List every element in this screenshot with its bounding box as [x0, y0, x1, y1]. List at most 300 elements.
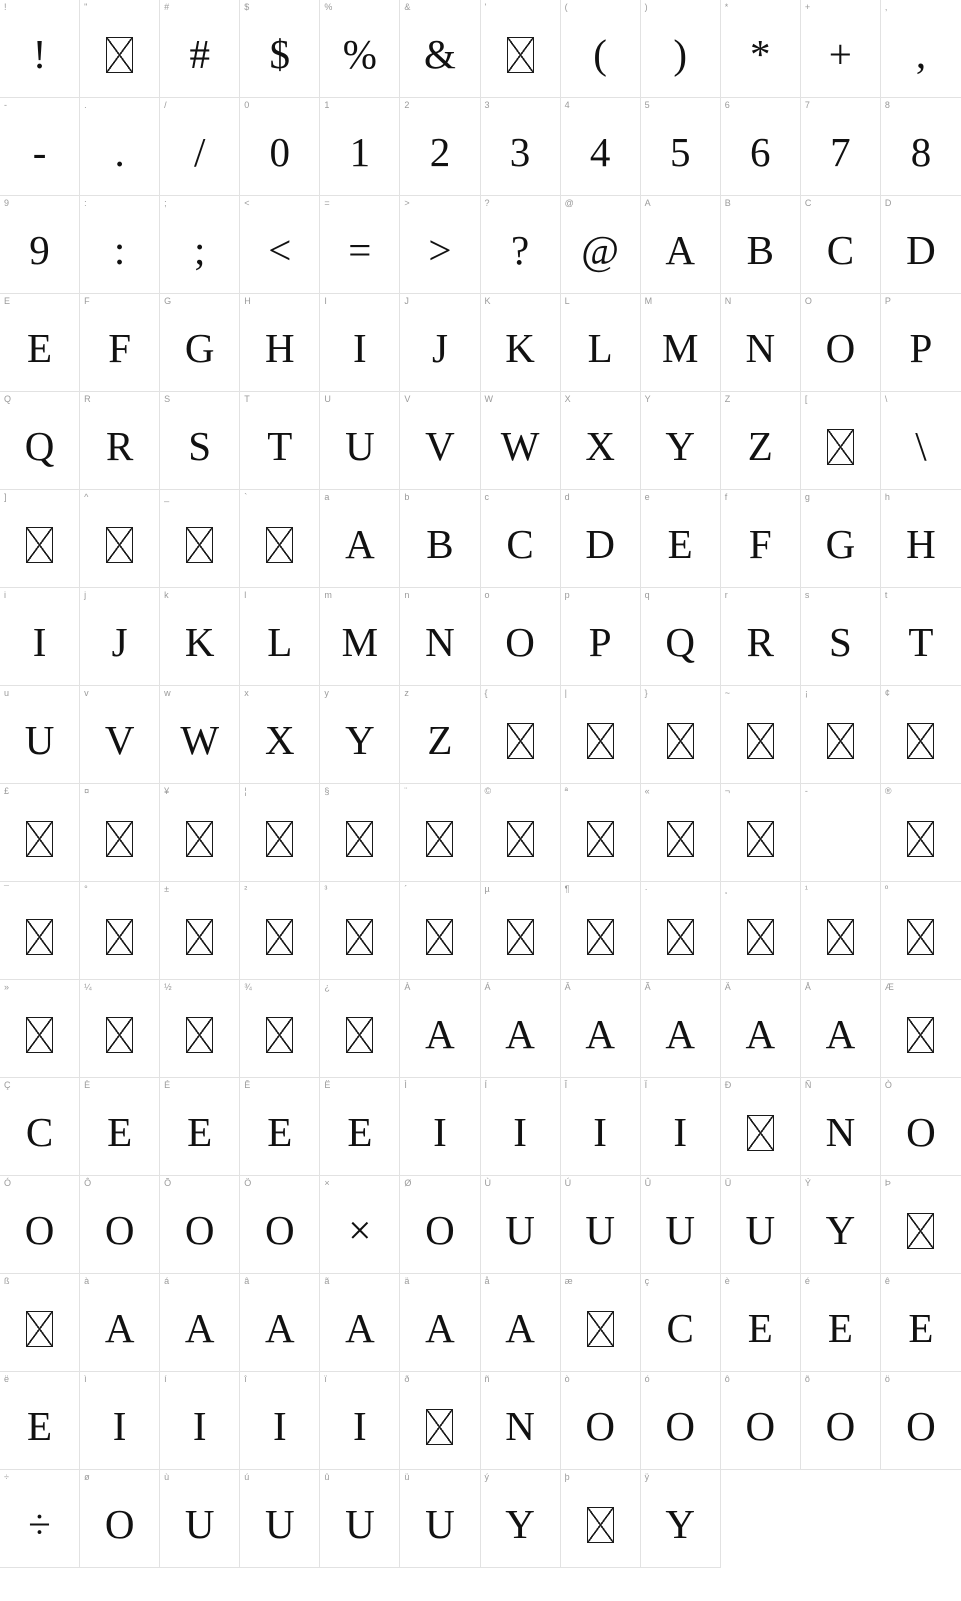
glyph-sample: 9 — [29, 227, 50, 273]
glyph-sample: I — [272, 1403, 287, 1449]
glyph-cell[interactable] — [400, 98, 480, 196]
glyph-cell[interactable] — [240, 1372, 320, 1470]
glyph-cell[interactable] — [400, 1274, 480, 1372]
glyph-code-label: X — [564, 394, 571, 404]
glyph-cell[interactable] — [881, 980, 961, 1078]
glyph-cell[interactable] — [481, 686, 561, 784]
glyph-sample: U — [184, 1501, 215, 1547]
glyph-code-label: í — [164, 1374, 167, 1384]
glyph-cell[interactable] — [721, 588, 801, 686]
glyph-sample: S — [828, 619, 852, 665]
glyph-cell[interactable] — [721, 98, 801, 196]
glyph-cell[interactable] — [881, 686, 961, 784]
glyph-cell[interactable] — [320, 1274, 400, 1372]
glyph-cell[interactable] — [481, 392, 561, 490]
glyph-cell[interactable] — [320, 686, 400, 784]
glyph-cell[interactable] — [481, 0, 561, 98]
glyph-sample: R — [105, 423, 134, 469]
glyph-code-label: î — [244, 1374, 247, 1384]
glyph-cell[interactable] — [400, 1078, 480, 1176]
glyph-code-label: & — [404, 2, 411, 12]
glyph-code-label: Ü — [724, 1178, 732, 1188]
glyph-code-label: ¥ — [164, 786, 170, 796]
glyph-cell[interactable] — [641, 1274, 721, 1372]
glyph-cell[interactable] — [0, 1470, 80, 1568]
glyph-cell[interactable] — [400, 784, 480, 882]
glyph-sample: O — [585, 1403, 615, 1449]
glyph-cell[interactable] — [561, 588, 641, 686]
notdef-box-icon — [721, 686, 800, 783]
glyph-cell[interactable] — [80, 882, 160, 980]
glyph-cell[interactable] — [160, 1274, 240, 1372]
glyph-cell[interactable] — [481, 196, 561, 294]
glyph-code-label: Ò — [884, 1080, 892, 1090]
glyph-cell[interactable] — [80, 0, 160, 98]
glyph-code-label: T — [244, 394, 250, 404]
glyph-cell[interactable] — [80, 980, 160, 1078]
glyph-sample: A — [264, 1305, 295, 1351]
glyph-cell[interactable] — [0, 196, 80, 294]
glyph-sample: 7 — [830, 129, 851, 175]
glyph-cell[interactable] — [160, 196, 240, 294]
glyph-cell[interactable] — [881, 1372, 961, 1470]
glyph-cell[interactable] — [160, 686, 240, 784]
glyph-cell[interactable] — [641, 1078, 721, 1176]
glyph-cell[interactable] — [561, 980, 641, 1078]
glyph-code-label: - — [804, 786, 808, 796]
glyph-cell[interactable] — [721, 1078, 801, 1176]
glyph-cell[interactable] — [400, 196, 480, 294]
glyph-sample: A — [825, 1011, 856, 1057]
glyph-cell[interactable] — [400, 1372, 480, 1470]
glyph-cell[interactable] — [240, 686, 320, 784]
glyph-cell[interactable] — [240, 0, 320, 98]
glyph-code-label: ½ — [164, 982, 172, 992]
glyph-cell[interactable] — [641, 1372, 721, 1470]
glyph-cell[interactable] — [721, 882, 801, 980]
glyph-code-label: O — [804, 296, 812, 306]
glyph-cell[interactable] — [641, 98, 721, 196]
glyph-code-label: Õ — [164, 1178, 172, 1188]
glyph-cell[interactable] — [881, 196, 961, 294]
glyph-cell[interactable] — [481, 980, 561, 1078]
glyph-cell[interactable] — [160, 1470, 240, 1568]
glyph-cell[interactable] — [80, 588, 160, 686]
glyph-cell[interactable] — [320, 0, 400, 98]
glyph-cell[interactable] — [240, 1274, 320, 1372]
glyph-cell[interactable] — [240, 1470, 320, 1568]
glyph-cell[interactable] — [80, 686, 160, 784]
glyph-cell[interactable] — [881, 784, 961, 882]
glyph-cell[interactable] — [320, 1078, 400, 1176]
glyph-cell[interactable] — [160, 1372, 240, 1470]
glyph-cell[interactable] — [160, 294, 240, 392]
glyph-sample: Y — [665, 1501, 695, 1547]
glyph-cell[interactable] — [240, 784, 320, 882]
glyph-code-label: Y — [644, 394, 651, 404]
glyph-cell[interactable] — [80, 294, 160, 392]
glyph-cell[interactable] — [400, 392, 480, 490]
glyph-cell[interactable] — [160, 588, 240, 686]
notdef-box-icon — [801, 686, 880, 783]
glyph-code-label: 7 — [804, 100, 810, 110]
glyph-cell[interactable] — [400, 1470, 480, 1568]
glyph-code-label: ß — [4, 1276, 10, 1286]
glyph-cell[interactable] — [481, 882, 561, 980]
glyph-cell[interactable] — [320, 1372, 400, 1470]
glyph-code-label: Ê — [244, 1080, 251, 1090]
glyph-cell[interactable] — [721, 0, 801, 98]
glyph-code-label: A — [644, 198, 651, 208]
glyph-code-label: Á — [484, 982, 491, 992]
glyph-code-label: ¯ — [4, 884, 9, 894]
glyph-cell[interactable] — [561, 686, 641, 784]
glyph-cell[interactable] — [240, 196, 320, 294]
glyph-cell[interactable] — [481, 1274, 561, 1372]
glyph-cell[interactable] — [0, 98, 80, 196]
glyph-cell[interactable] — [881, 1274, 961, 1372]
glyph-cell[interactable] — [721, 1372, 801, 1470]
glyph-sample: U — [345, 1501, 375, 1547]
glyph-cell[interactable] — [80, 1176, 160, 1274]
glyph-code-label: 9 — [4, 198, 10, 208]
glyph-cell[interactable] — [641, 980, 721, 1078]
glyph-cell[interactable] — [721, 1274, 801, 1372]
notdef-box-icon — [641, 784, 720, 881]
glyph-code-label: Â — [564, 982, 571, 992]
glyph-cell[interactable] — [561, 1470, 641, 1568]
glyph-cell[interactable] — [80, 1274, 160, 1372]
glyph-sample: N — [825, 1109, 856, 1155]
glyph-sample: V — [104, 717, 135, 763]
notdef-box-icon — [881, 686, 961, 783]
glyph-cell[interactable] — [481, 784, 561, 882]
glyph-cell[interactable] — [721, 392, 801, 490]
glyph-cell[interactable] — [320, 882, 400, 980]
glyph-code-label: Ó — [4, 1178, 12, 1188]
glyph-cell[interactable] — [801, 784, 881, 882]
glyph-cell[interactable] — [561, 1274, 641, 1372]
glyph-cell[interactable] — [400, 1176, 480, 1274]
notdef-box-icon — [160, 490, 239, 587]
glyph-cell[interactable] — [320, 392, 400, 490]
glyph-cell[interactable] — [641, 294, 721, 392]
glyph-sample: ? — [510, 227, 530, 273]
glyph-code-label: + — [804, 2, 811, 12]
glyph-code-label: 4 — [564, 100, 570, 110]
glyph-sample: O — [425, 1207, 455, 1253]
glyph-cell[interactable] — [641, 882, 721, 980]
glyph-cell[interactable] — [160, 0, 240, 98]
glyph-sample: Y — [825, 1207, 856, 1253]
glyph-code-label: B — [724, 198, 731, 208]
glyph-cell[interactable] — [160, 392, 240, 490]
glyph-cell[interactable] — [240, 1176, 320, 1274]
glyph-sample: A — [184, 1305, 215, 1351]
glyph-cell[interactable] — [481, 98, 561, 196]
glyph-cell[interactable] — [320, 980, 400, 1078]
notdef-box-icon — [0, 1274, 79, 1371]
glyph-code-label: ` — [244, 492, 248, 502]
glyph-sample: A — [425, 1011, 455, 1057]
notdef-box-icon — [0, 980, 79, 1077]
glyph-cell[interactable] — [561, 294, 641, 392]
glyph-code-label: ä — [404, 1276, 410, 1286]
glyph-code-label: 5 — [644, 100, 650, 110]
glyph-code-label: x — [244, 688, 249, 698]
glyph-sample: - — [32, 129, 47, 175]
glyph-cell[interactable] — [801, 0, 881, 98]
glyph-sample: X — [264, 717, 295, 763]
glyph-cell[interactable] — [0, 980, 80, 1078]
glyph-code-label: ë — [4, 1374, 10, 1384]
glyph-code-label: ê — [884, 1276, 890, 1286]
glyph-cell[interactable] — [320, 588, 400, 686]
glyph-cell[interactable] — [801, 1274, 881, 1372]
glyph-cell[interactable] — [881, 1176, 961, 1274]
glyph-cell[interactable] — [481, 490, 561, 588]
glyph-cell[interactable] — [0, 1372, 80, 1470]
glyph-cell[interactable] — [801, 294, 881, 392]
glyph-cell[interactable] — [240, 98, 320, 196]
glyph-cell[interactable] — [801, 882, 881, 980]
glyph-code-label: ¬ — [724, 786, 731, 796]
glyph-cell[interactable] — [801, 1176, 881, 1274]
glyph-cell[interactable] — [801, 196, 881, 294]
notdef-box-icon — [561, 882, 640, 979]
glyph-sample: M — [341, 619, 379, 665]
glyph-sample: E — [107, 1109, 133, 1155]
glyph-cell[interactable] — [240, 882, 320, 980]
glyph-sample: H — [264, 325, 295, 371]
glyph-cell[interactable] — [481, 1078, 561, 1176]
glyph-cell[interactable] — [160, 882, 240, 980]
glyph-cell[interactable] — [881, 490, 961, 588]
glyph-cell[interactable] — [801, 490, 881, 588]
glyph-cell[interactable] — [801, 1372, 881, 1470]
glyph-cell[interactable] — [400, 490, 480, 588]
glyph-code-label: ÿ — [644, 1472, 650, 1482]
notdef-box-icon — [80, 882, 159, 979]
glyph-cell[interactable] — [881, 882, 961, 980]
glyph-cell[interactable] — [0, 588, 80, 686]
glyph-cell[interactable] — [320, 98, 400, 196]
glyph-cell[interactable] — [641, 588, 721, 686]
glyph-cell[interactable] — [80, 1372, 160, 1470]
glyph-sample: ! — [32, 31, 47, 77]
glyph-cell[interactable] — [400, 0, 480, 98]
glyph-cell[interactable] — [0, 882, 80, 980]
glyph-cell[interactable] — [80, 392, 160, 490]
glyph-cell[interactable] — [481, 294, 561, 392]
glyph-cell[interactable] — [80, 1078, 160, 1176]
glyph-code-label: æ — [564, 1276, 573, 1286]
glyph-cell[interactable] — [80, 784, 160, 882]
glyph-cell[interactable] — [881, 588, 961, 686]
glyph-cell[interactable] — [721, 686, 801, 784]
glyph-sample: Q — [665, 619, 695, 665]
glyph-sample: O — [505, 619, 535, 665]
glyph-code-label: å — [484, 1276, 490, 1286]
glyph-cell[interactable] — [80, 1470, 160, 1568]
glyph-cell[interactable] — [400, 686, 480, 784]
glyph-sample: A — [345, 521, 375, 567]
glyph-cell[interactable] — [641, 1176, 721, 1274]
glyph-cell[interactable] — [80, 98, 160, 196]
glyph-cell[interactable] — [721, 980, 801, 1078]
glyph-sample: A — [505, 1305, 535, 1351]
glyph-cell[interactable] — [561, 392, 641, 490]
glyph-cell[interactable] — [240, 588, 320, 686]
glyph-code-label: ø — [84, 1472, 90, 1482]
glyph-cell[interactable] — [481, 1470, 561, 1568]
glyph-code-label: * — [724, 2, 729, 12]
glyph-cell[interactable] — [561, 0, 641, 98]
glyph-cell[interactable] — [641, 490, 721, 588]
glyph-cell[interactable] — [160, 1078, 240, 1176]
glyph-cell[interactable] — [801, 98, 881, 196]
glyph-cell[interactable] — [320, 1176, 400, 1274]
glyph-cell[interactable] — [80, 490, 160, 588]
glyph-sample: O — [104, 1207, 135, 1253]
glyph-cell[interactable] — [801, 686, 881, 784]
glyph-code-label: k — [164, 590, 169, 600]
glyph-cell[interactable] — [481, 1176, 561, 1274]
glyph-cell[interactable] — [320, 784, 400, 882]
glyph-cell[interactable] — [641, 0, 721, 98]
glyph-cell[interactable] — [801, 588, 881, 686]
glyph-cell[interactable] — [641, 784, 721, 882]
glyph-cell[interactable] — [160, 490, 240, 588]
glyph-cell[interactable] — [721, 196, 801, 294]
glyph-sample: O — [184, 1207, 215, 1253]
glyph-sample: C — [25, 1109, 54, 1155]
glyph-cell[interactable] — [801, 980, 881, 1078]
glyph-cell[interactable] — [0, 294, 80, 392]
glyph-cell[interactable] — [721, 294, 801, 392]
glyph-sample: < — [268, 227, 292, 273]
glyph-cell[interactable] — [400, 588, 480, 686]
glyph-cell[interactable] — [561, 196, 641, 294]
glyph-cell[interactable] — [240, 490, 320, 588]
glyph-cell[interactable] — [641, 392, 721, 490]
glyph-cell[interactable] — [481, 588, 561, 686]
glyph-cell[interactable] — [0, 1274, 80, 1372]
glyph-cell[interactable] — [320, 490, 400, 588]
glyph-cell[interactable] — [240, 294, 320, 392]
glyph-code-label: [ — [804, 394, 808, 404]
glyph-code-label: Ã — [644, 982, 651, 992]
glyph-sample: A — [665, 1011, 695, 1057]
notdef-box-icon — [801, 392, 880, 489]
glyph-cell[interactable] — [561, 1176, 641, 1274]
glyph-code-label: H — [244, 296, 251, 306]
glyph-sample: × — [348, 1207, 372, 1253]
glyph-code-label: b — [404, 492, 410, 502]
glyph-cell[interactable] — [721, 784, 801, 882]
glyph-code-label: ü — [404, 1472, 410, 1482]
glyph-cell[interactable] — [0, 686, 80, 784]
glyph-code-label: § — [324, 786, 330, 796]
glyph-cell[interactable] — [160, 784, 240, 882]
glyph-code-label: ~ — [724, 688, 731, 698]
notdef-box-icon — [481, 686, 560, 783]
glyph-sample: U — [425, 1501, 455, 1547]
glyph-cell[interactable] — [400, 980, 480, 1078]
glyph-cell[interactable] — [0, 1078, 80, 1176]
glyph-cell[interactable] — [320, 294, 400, 392]
glyph-cell[interactable] — [0, 1176, 80, 1274]
glyph-cell[interactable] — [721, 1176, 801, 1274]
glyph-code-label: Ù — [484, 1178, 491, 1188]
glyph-cell[interactable] — [160, 1176, 240, 1274]
glyph-cell[interactable] — [881, 1078, 961, 1176]
glyph-cell[interactable] — [641, 1470, 721, 1568]
glyph-cell[interactable] — [881, 0, 961, 98]
glyph-cell[interactable] — [561, 98, 641, 196]
notdef-box-icon — [481, 784, 560, 881]
glyph-sample: J — [431, 325, 448, 371]
glyph-cell[interactable] — [160, 980, 240, 1078]
glyph-code-label: è — [724, 1276, 730, 1286]
glyph-cell[interactable] — [240, 392, 320, 490]
glyph-cell[interactable] — [320, 196, 400, 294]
glyph-cell[interactable] — [80, 196, 160, 294]
glyph-cell[interactable] — [160, 98, 240, 196]
glyph-sample: , — [915, 31, 927, 77]
glyph-cell[interactable] — [801, 1078, 881, 1176]
glyph-sample: ; — [194, 227, 206, 273]
glyph-sample: N — [745, 325, 776, 371]
glyph-cell[interactable] — [481, 1372, 561, 1470]
glyph-code-label: ñ — [484, 1374, 490, 1384]
glyph-cell[interactable] — [240, 980, 320, 1078]
glyph-cell[interactable] — [0, 490, 80, 588]
glyph-cell[interactable] — [0, 784, 80, 882]
glyph-cell[interactable] — [561, 490, 641, 588]
glyph-cell[interactable] — [801, 392, 881, 490]
glyph-sample: 8 — [910, 129, 932, 175]
glyph-cell[interactable] — [0, 0, 80, 98]
glyph-cell[interactable] — [641, 686, 721, 784]
glyph-cell[interactable] — [0, 392, 80, 490]
glyph-cell[interactable] — [881, 392, 961, 490]
glyph-code-label: ý — [484, 1472, 489, 1482]
glyph-sample: N — [425, 619, 455, 665]
glyph-sample: E — [747, 1305, 773, 1351]
glyph-cell[interactable] — [400, 882, 480, 980]
glyph-code-label: â — [244, 1276, 250, 1286]
glyph-code-label: Ô — [84, 1178, 92, 1188]
glyph-code-label: ; — [164, 198, 167, 208]
glyph-cell[interactable] — [561, 1372, 641, 1470]
glyph-sample: G — [184, 325, 215, 371]
glyph-cell[interactable] — [721, 490, 801, 588]
notdef-box-icon — [641, 686, 720, 783]
glyph-cell[interactable] — [561, 882, 641, 980]
glyph-cell[interactable] — [881, 294, 961, 392]
notdef-box-icon — [0, 882, 79, 979]
glyph-cell[interactable] — [561, 1078, 641, 1176]
glyph-cell[interactable] — [561, 784, 641, 882]
glyph-sample: E — [187, 1109, 213, 1155]
glyph-cell[interactable] — [400, 294, 480, 392]
glyph-cell[interactable] — [240, 1078, 320, 1176]
glyph-cell[interactable] — [641, 196, 721, 294]
glyph-cell[interactable] — [320, 1470, 400, 1568]
glyph-sample: K — [505, 325, 535, 371]
glyph-cell[interactable] — [881, 98, 961, 196]
